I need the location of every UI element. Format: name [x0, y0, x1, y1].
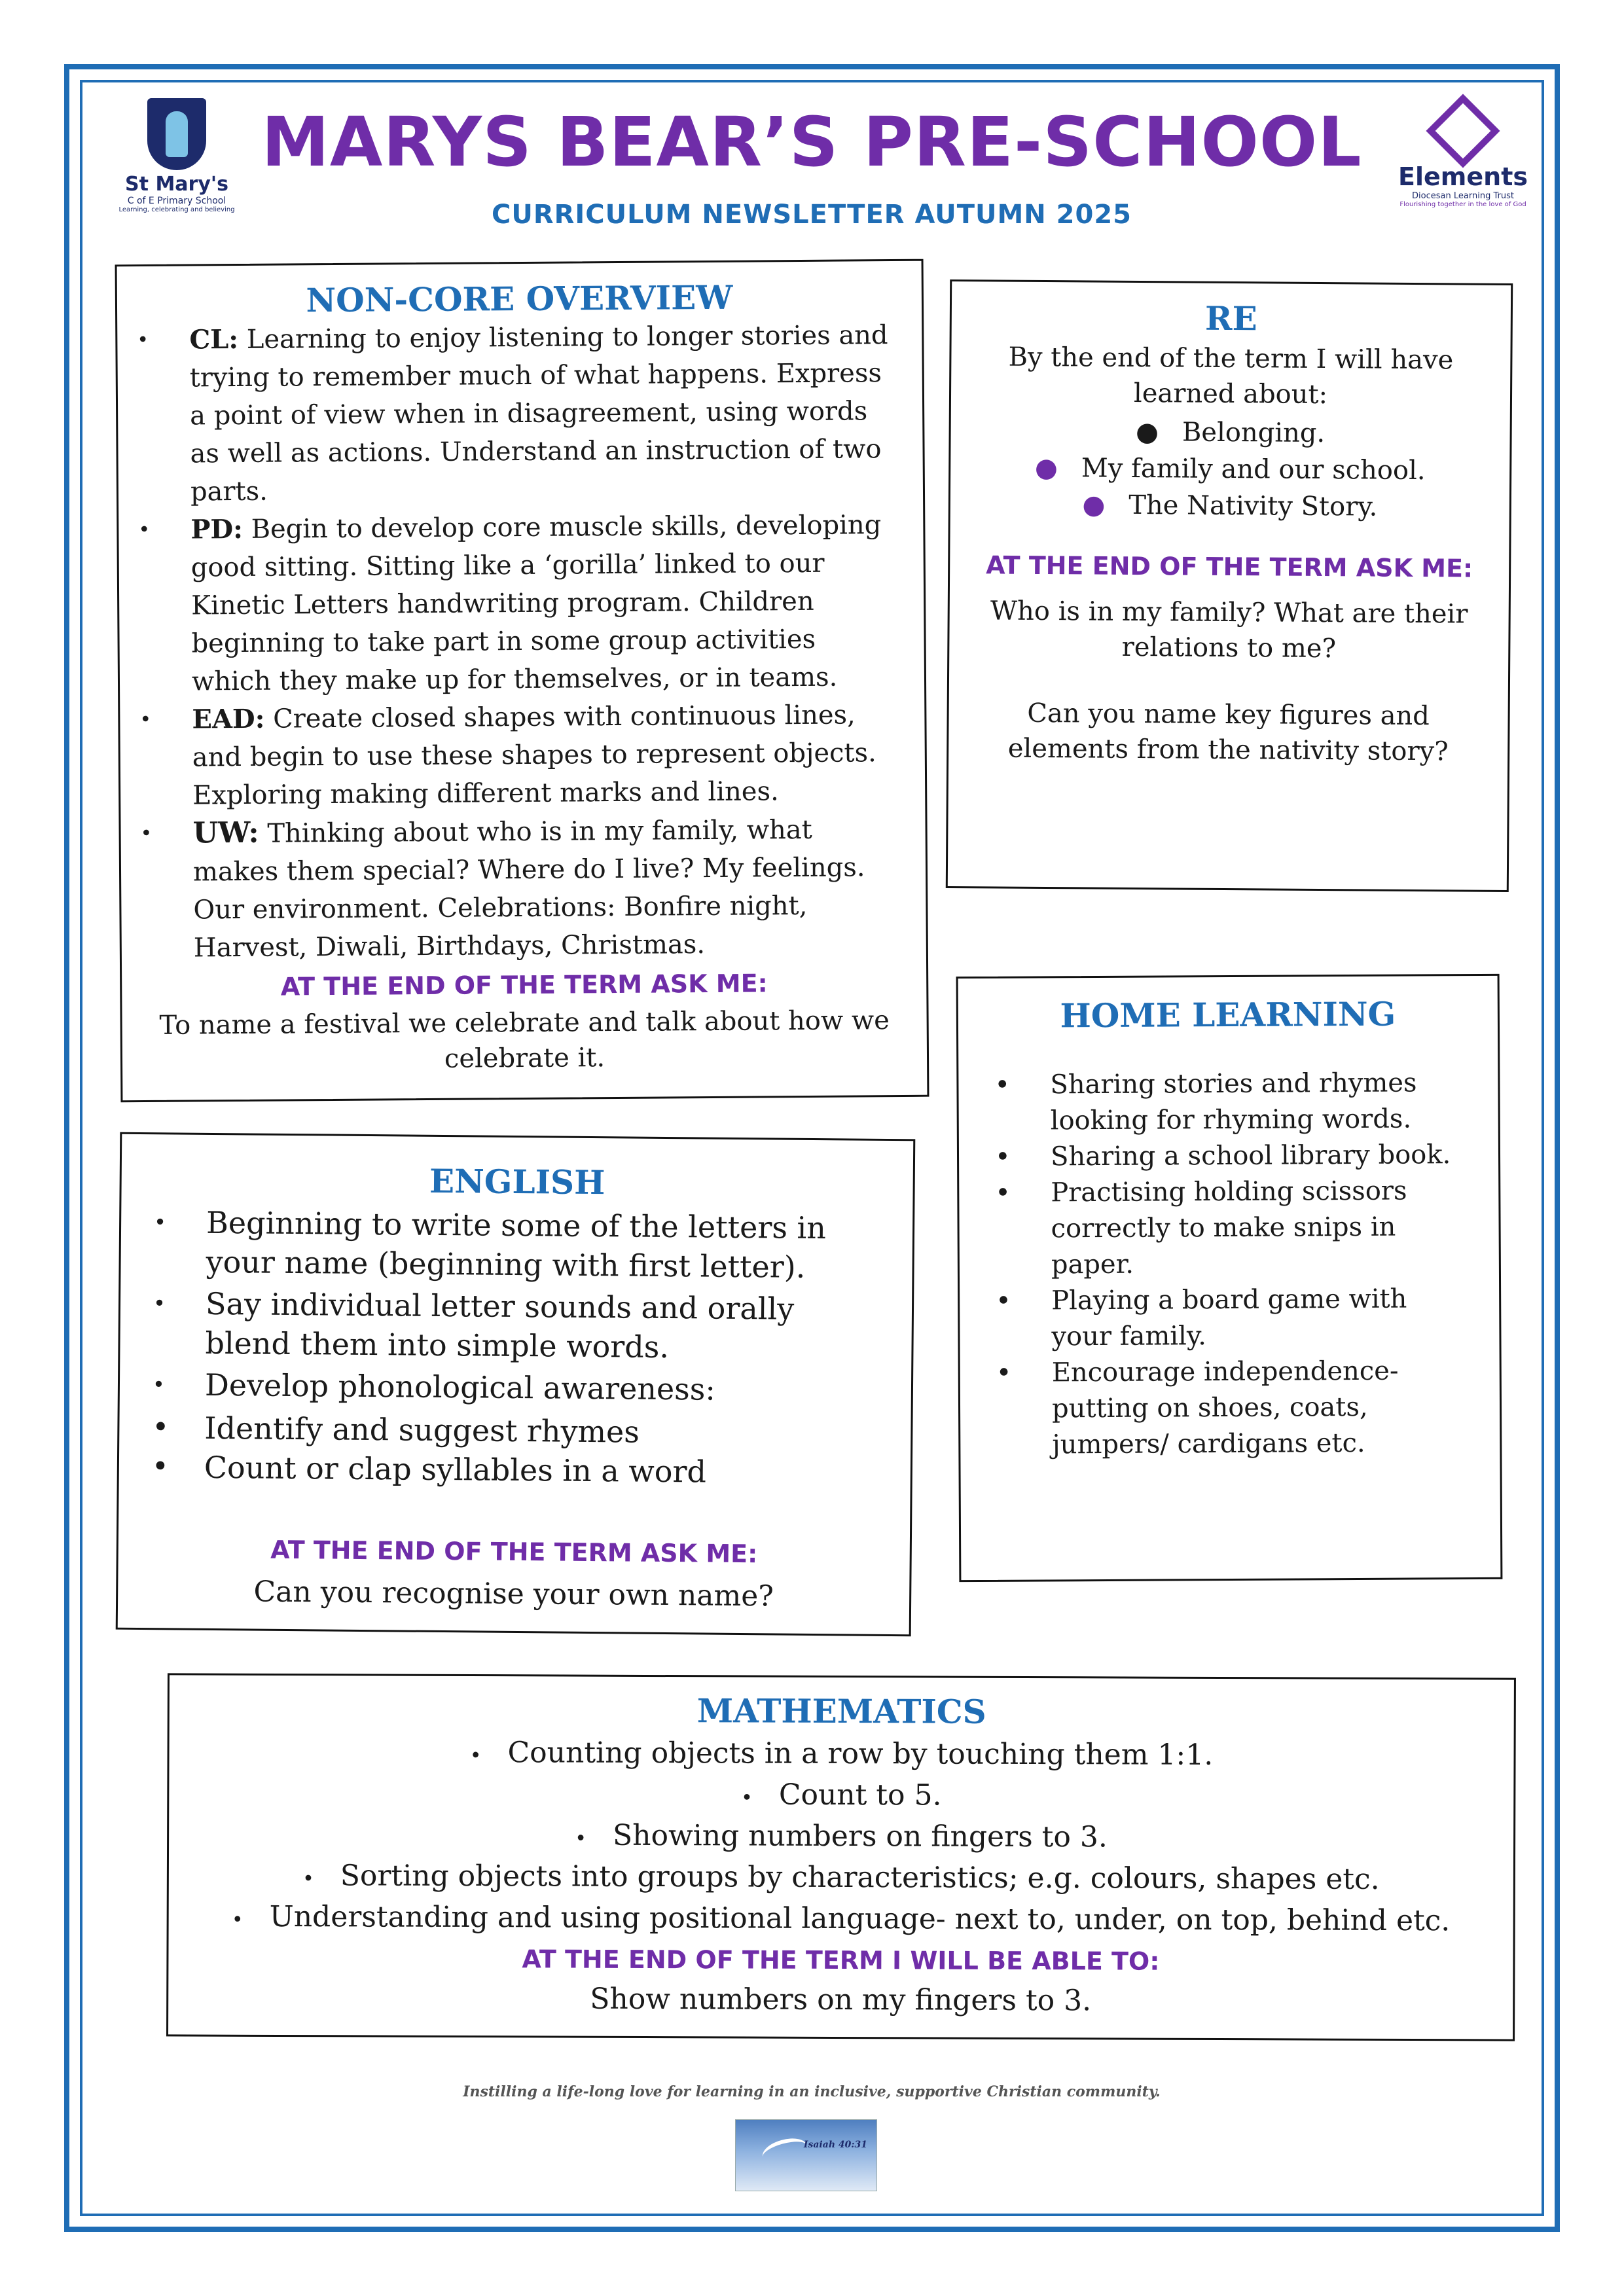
- maths-heading: MATHEMATICS: [696, 1691, 986, 1731]
- page-title: MARYS BEAR’S PRE-SCHOOL: [261, 102, 1362, 182]
- logo-right-line2: Flourishing together in the love of God: [1399, 201, 1526, 208]
- list-item: • Develop phonological awareness:: [120, 1365, 885, 1410]
- list-item: • Understanding and using positional language- next to, under, on top, behind etc.: [231, 1899, 1451, 1938]
- school-shield-icon: [147, 98, 206, 170]
- eagle-sky-image: [735, 2119, 877, 2191]
- item-text: Counting objects in a row by touching them 1:1.: [507, 1736, 1214, 1772]
- noncore-ask-heading: AT THE END OF THE TERM ASK ME:: [280, 969, 768, 1001]
- list-item: ● My family and our school.: [1034, 452, 1426, 486]
- item-text: Create closed shapes with continuous lines, and begin to use these shapes to represent objects. Exploring making different marks and lines.: [192, 700, 876, 811]
- item-text: Count to 5.: [778, 1778, 942, 1812]
- item-label: CL:: [189, 324, 239, 355]
- footer-verse: Isaiah 40:31: [803, 2140, 867, 2150]
- re-list: [950, 412, 1510, 526]
- list-item: • Sharing stories and rhymes looking for rhyming words.: [958, 1065, 1472, 1139]
- re-intro: By the end of the term I will have learned about:: [1008, 342, 1454, 410]
- elements-logo: [1388, 98, 1538, 229]
- item-text: Learning to enjoy listening to longer stories and trying to remember much of what happens. Express a point of view when in disagreement, using words as well as actions. Understand an instruction of two parts.: [189, 320, 888, 507]
- home-list: [958, 1065, 1500, 1463]
- list-item: • Identify and suggest rhymes: [119, 1408, 884, 1454]
- noncore-ask-text: To name a festival we celebrate and talk about how we celebrate it.: [159, 1005, 890, 1074]
- list-item: ● Belonging.: [1135, 416, 1326, 449]
- maths-list: [169, 1732, 1514, 1943]
- noncore-list: [117, 316, 926, 968]
- item-label: UW:: [192, 816, 259, 850]
- maths-ask-text: Show numbers on my fingers to 3.: [590, 1982, 1092, 2017]
- list-item: [120, 696, 892, 815]
- logo-left-line2: Learning, celebrating and believing: [118, 206, 235, 213]
- item-label: EAD:: [192, 703, 265, 735]
- item-text: Understanding and using positional language- next to, under, on top, behind etc.: [269, 1899, 1451, 1938]
- footer-quote: Instilling a life-long love for learning in an inclusive, supportive Christian community.: [463, 2083, 1161, 2100]
- logo-right-line1: Diocesan Learning Trust: [1412, 191, 1514, 201]
- list-item: • Beginning to write some of the letters in your name (beginning with first letter).: [120, 1202, 886, 1287]
- item-text: Belonging.: [1182, 417, 1326, 449]
- list-item: • Counting objects in a row by touching them 1:1.: [469, 1736, 1214, 1772]
- list-item: • Showing numbers on fingers to 3.: [575, 1818, 1108, 1854]
- noncore-heading: NON-CORE OVERVIEW: [306, 278, 733, 320]
- english-heading: ENGLISH: [429, 1161, 605, 1202]
- re-box: [946, 279, 1513, 892]
- english-box: [116, 1132, 916, 1637]
- mathematics-box: [166, 1673, 1516, 2041]
- list-item: [117, 316, 890, 511]
- list-item: • Encourage independence- putting on shoes, coats, jumpers/ cardigans etc.: [960, 1353, 1474, 1463]
- home-heading: HOME LEARNING: [1060, 994, 1396, 1035]
- item-text: The Nativity Story.: [1128, 490, 1378, 522]
- list-item: • Sharing a school library book.: [959, 1137, 1472, 1175]
- item-text: Showing numbers on fingers to 3.: [612, 1818, 1108, 1854]
- list-item: • Sorting objects into groups by characteristics; e.g. colours, shapes etc.: [302, 1859, 1380, 1896]
- eagle-icon: [760, 2134, 810, 2169]
- re-ask-heading: AT THE END OF THE TERM ASK ME:: [986, 550, 1473, 583]
- elements-diamond-icon: [1426, 94, 1500, 168]
- list-item: [120, 810, 893, 967]
- english-ask-heading: AT THE END OF THE TERM ASK ME:: [270, 1535, 758, 1569]
- st-marys-logo: [118, 98, 236, 236]
- item-text: Sorting objects into groups by characteristics; e.g. colours, shapes etc.: [340, 1859, 1380, 1896]
- list-item: • Count to 5.: [741, 1778, 942, 1812]
- maths-ask-heading: AT THE END OF THE TERM I WILL BE ABLE TO:: [522, 1945, 1160, 1976]
- re-question-1: Who is in my family? What are their relations to me?: [990, 595, 1468, 664]
- logo-left-name: St Mary's: [125, 173, 228, 196]
- list-item: ● The Nativity Story.: [1082, 490, 1378, 522]
- re-question-2: Can you name key figures and elements from the nativity story?: [1007, 698, 1449, 766]
- home-learning-box: [956, 974, 1503, 1582]
- item-text: Thinking about who is in my family, what makes them special? Where do I live? My feelings. Our environment. Celebrations: Bonfire night, Harvest, Diwali, Birthdays, Christmas.: [192, 814, 865, 963]
- item-text: Begin to develop core muscle skills, developing good sitting. Sitting like a ‘gorilla’ linked to our Kinetic Letters handwriting program. Children beginning to take part in some group activities which they make up for themselves, or in teams.: [190, 510, 882, 697]
- list-item: • Practising holding scissors correctly to make snips in paper.: [959, 1173, 1473, 1283]
- list-item: • Say individual letter sounds and orally blend them into simple words.: [120, 1283, 886, 1369]
- english-list: [119, 1202, 913, 1494]
- list-item: • Count or clap syllables in a word: [119, 1447, 884, 1493]
- list-item: • Playing a board game with your family.: [960, 1281, 1473, 1355]
- noncore-overview-box: [115, 259, 929, 1103]
- page-subtitle: CURRICULUM NEWSLETTER AUTUMN 2025: [491, 200, 1132, 230]
- list-item: [118, 506, 892, 701]
- english-ask-text: Can you recognise your own name?: [253, 1575, 774, 1613]
- item-text: My family and our school.: [1081, 453, 1426, 486]
- item-label: PD:: [190, 513, 244, 545]
- logo-right-name: Elements: [1398, 162, 1528, 191]
- re-heading: RE: [1204, 298, 1257, 338]
- logo-left-line1: C of E Primary School: [127, 196, 226, 206]
